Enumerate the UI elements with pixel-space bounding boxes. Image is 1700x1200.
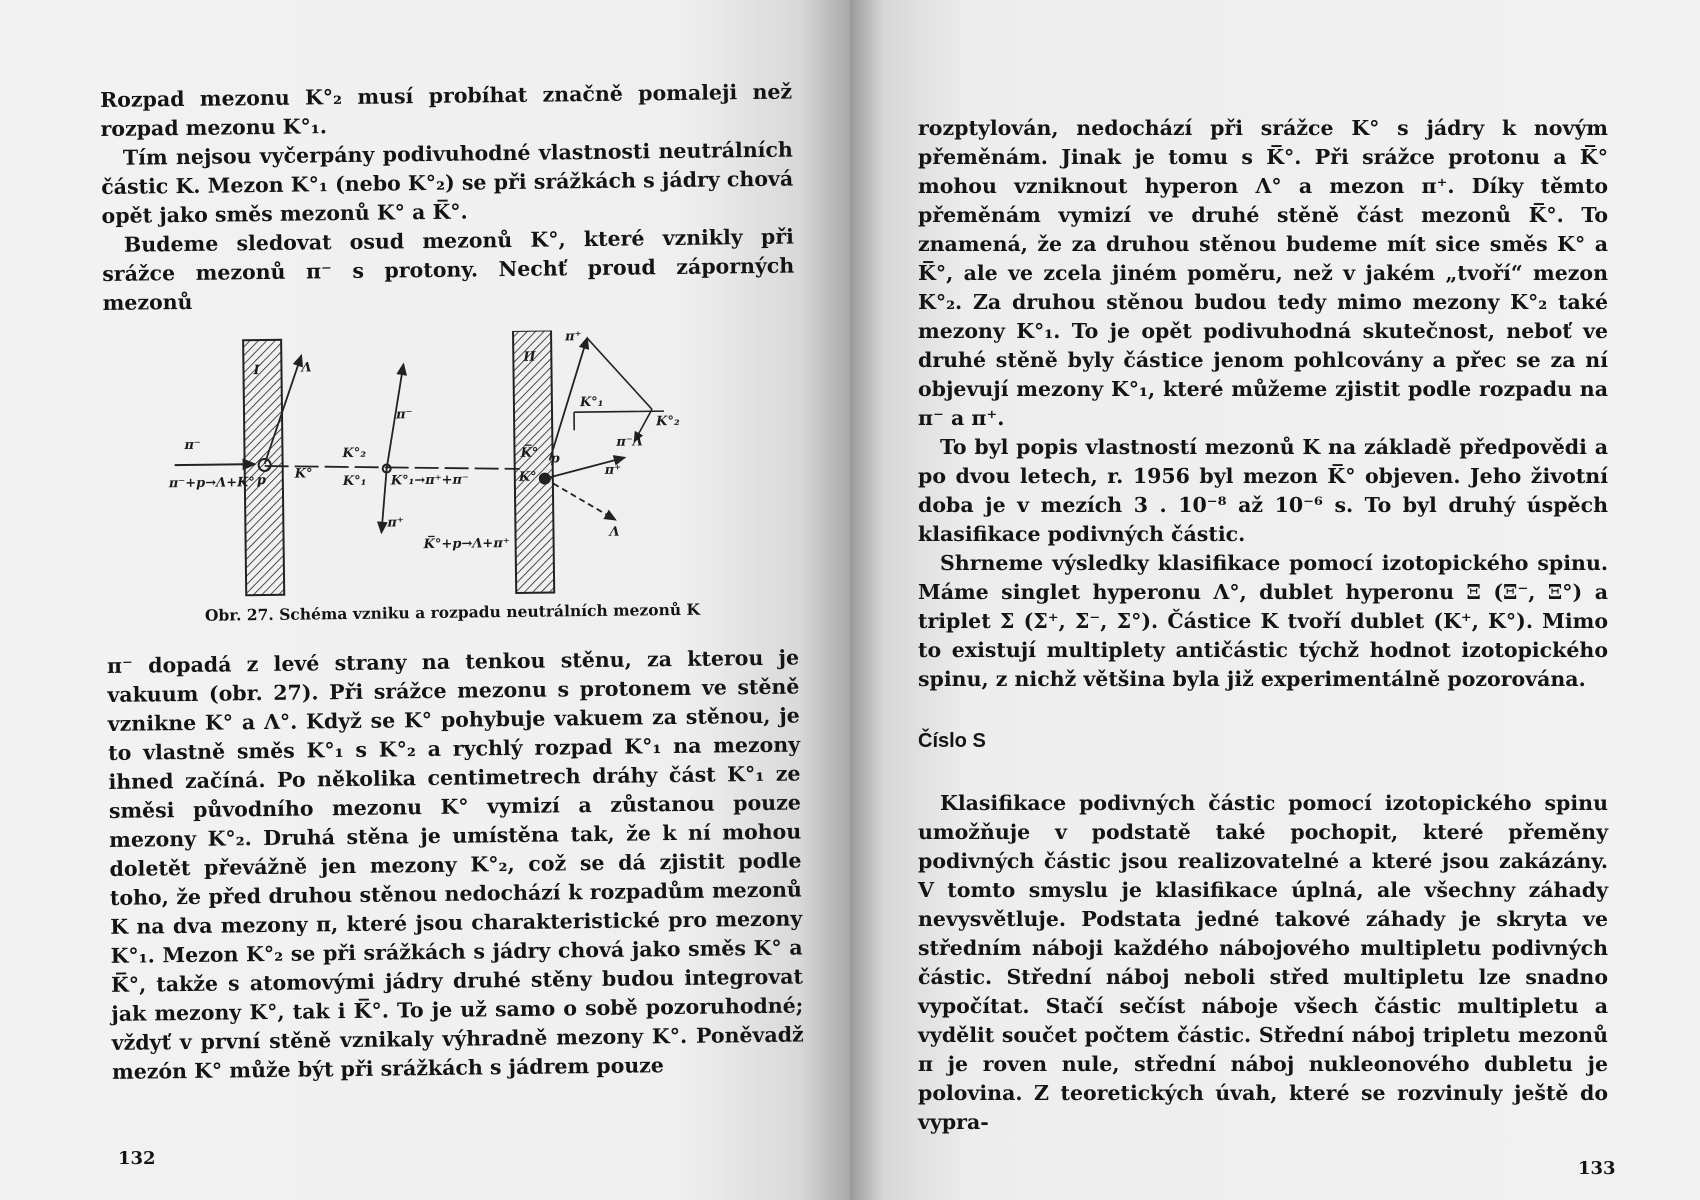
page-number: 133 [1578,1158,1616,1179]
label-lambda-up: Λ [301,360,312,376]
figure-caption: Obr. 27. Schéma vzniku a rozpadu neutrálních mezonů K [204,599,701,625]
label-p1: p [256,473,267,489]
right-page [850,0,1700,1200]
paragraph: Shrneme výsledky klasifikace pomocí izotopického spinu. Máme singlet hyperonu Λ°, dublet hyperonu Ξ (Ξ⁻, Ξ°) a triplet Σ (Σ⁺, Σ⁻, Σ°). Částice K tvoří dublet (K⁺, K°). Mimo to existují multiplety antičástic týchž hodnot izotopického spinu, z nichž většina byla již experimentálně pozorována. [918,551,1608,691]
label-pi-plus-top: π⁺ [565,329,582,345]
paragraph: Klasifikace podivných částic pomocí izotopického spinu umožňuje v podstatě také pochopit, které přeměny podivných částic jsou realizovatelné a které jsou zakázány. V tomto smyslu je klasifikace úplná, ale všechny záhady nevysvětluje. Podstata jedné takové záhady je skryta ve středním náboji každého nábojového multipletu podivných částic. Střední náboj neboli střed multipletu lze snadno vypočítat. Stačí sečíst náboje všech částic multipletu a vydělit součet počtem částic. Střední náboj tripletu mezonů π je roven nule, střední náboj nukleonového dubletu je polovina. Z teoretických úvah, které se rozvinuly ještě do vypra- [918,791,1608,1134]
figure-27 [103,328,798,604]
label-k1-decay: K°₁→π⁺+π⁻ [390,472,469,489]
wall-2 [513,331,554,593]
right-page-text [918,114,1608,1137]
paragraph: To byl popis vlastností mezonů K na základě předpovědi a po dvou letech, r. 1956 byl mezon K̅° objeven. Jeho životní doba je v mezích 3 . 10⁻⁸ až 10⁻⁶ s. To byl druhý úspěch klasifikace podivných částic. [918,435,1608,546]
label-k1-box: K°₁ [579,394,604,411]
paragraph: Rozpad mezonu K°₂ musí probíhat značně pomaleji než rozpad mezonu K°₁. [100,79,793,141]
left-page-text [100,78,804,1087]
label-wall-1: I [253,363,260,379]
page-number: 132 [118,1148,156,1169]
label-lambda-right: Λ [609,524,620,540]
paragraph: rozptylován, nedochází při srážce K° s jádry k novým přeměnám. Jinak je tomu s K̅°. Při srážce protonu a K̅° mohou vzniknout hyperon Λ° a mezon π⁺. Díky těmto přeměnám vymizí ve druhé stěně část mezonů K̅°. To znamená, že za druhou stěnou budeme mít sice směs K° a K̅°, ale ve zcela jiném poměru, než v jakém „tvoří“ mezon K°₂. Za druhou stěnou budou tedy mimo mezony K°₂ také mezony K°₁. To je opět podivuhodná skutečnost, neboť ve druhé stěně byly částice jenom pohlcovány a přec se za ní objevují mezony K°₁, které můžeme zjistit podle rozpadu na π⁻ a π⁺. [918,116,1608,430]
label-k-left: K° [294,466,313,482]
label-pi-plus-right: π⁺ [604,462,622,478]
label-reaction-1: π⁻+p→Λ+K° [168,475,255,492]
wall-1 [243,340,284,595]
label-k2-right: K°₂ [656,413,680,430]
track [545,478,616,521]
track [574,411,664,412]
label-pi-minus-lambda: π⁻Λ [616,434,643,450]
label-k1-bottom: K°₁ [342,473,367,490]
label-pi-minus-mid: π⁻ [395,407,413,423]
figure-diagram [103,328,798,604]
paragraph: Budeme sledovat osud mezonů K°, které vznikly při srážce mezonů π⁻ s protony. Nechť proud záporných mezonů [102,224,795,315]
paragraph: Tím nejsou vyčerpány podivuhodné vlastnosti neutrálních částic K. Mezon K°₁ (nebo K°₂) se při srážkách s jádry chová opět jako směs mezonů K° a K̅°. [101,137,794,228]
label-wall-2: II [523,349,536,365]
label-reaction-2: K̅°+p→Λ+π⁺ [423,536,510,553]
label-k-wall-2: K° [518,469,537,485]
label-k-bar-wall: K̅° [520,445,539,461]
label-pi-minus-in: π⁻ [184,437,201,453]
track [175,464,255,465]
paragraph: π⁻ dopadá z levé strany na tenkou stěnu, za kterou je vakuum (obr. 27). Při srážce mezonu s protonem ve stěně vznikne K° a Λ°. Když se K° pohybuje vakuem za stěnou, je to vlastně směs K°₁ s K°₂ a rychlý rozpad K°₁ na mezony ihned začíná. Po několika centimetrech dráhy část K°₁ ze směsi původního mezonu K° vymizí a zůstanou pouze mezony K°₂. Druhá stěna je umístěna tak, že k ní mohou doletět převážně jen mezony K°₂, což se dá zjistit podle toho, že před druhou stěnou nedochází k rozpadům mezonů K na dva mezony π, které jsou charakteristické pro mezony K°₁. Mezon K°₂ se při srážkách s jádry chová jako směs K° a K̅°, takže s atomovými jádry druhé stěny budou integrovat jak mezony K°, tak i K̅°. To je už samo o sobě pozoruhodné; vždyť v první stěně vznikaly výhradně mezony K°. Poněvadž mezón K° může být při srážkách s jádrem pouze [106,645,804,1084]
label-k2-top: K°₂ [342,445,367,462]
label-pi-plus-down: π⁺ [387,515,404,531]
section-heading: Číslo S [918,730,986,752]
label-p2: p [550,451,560,467]
